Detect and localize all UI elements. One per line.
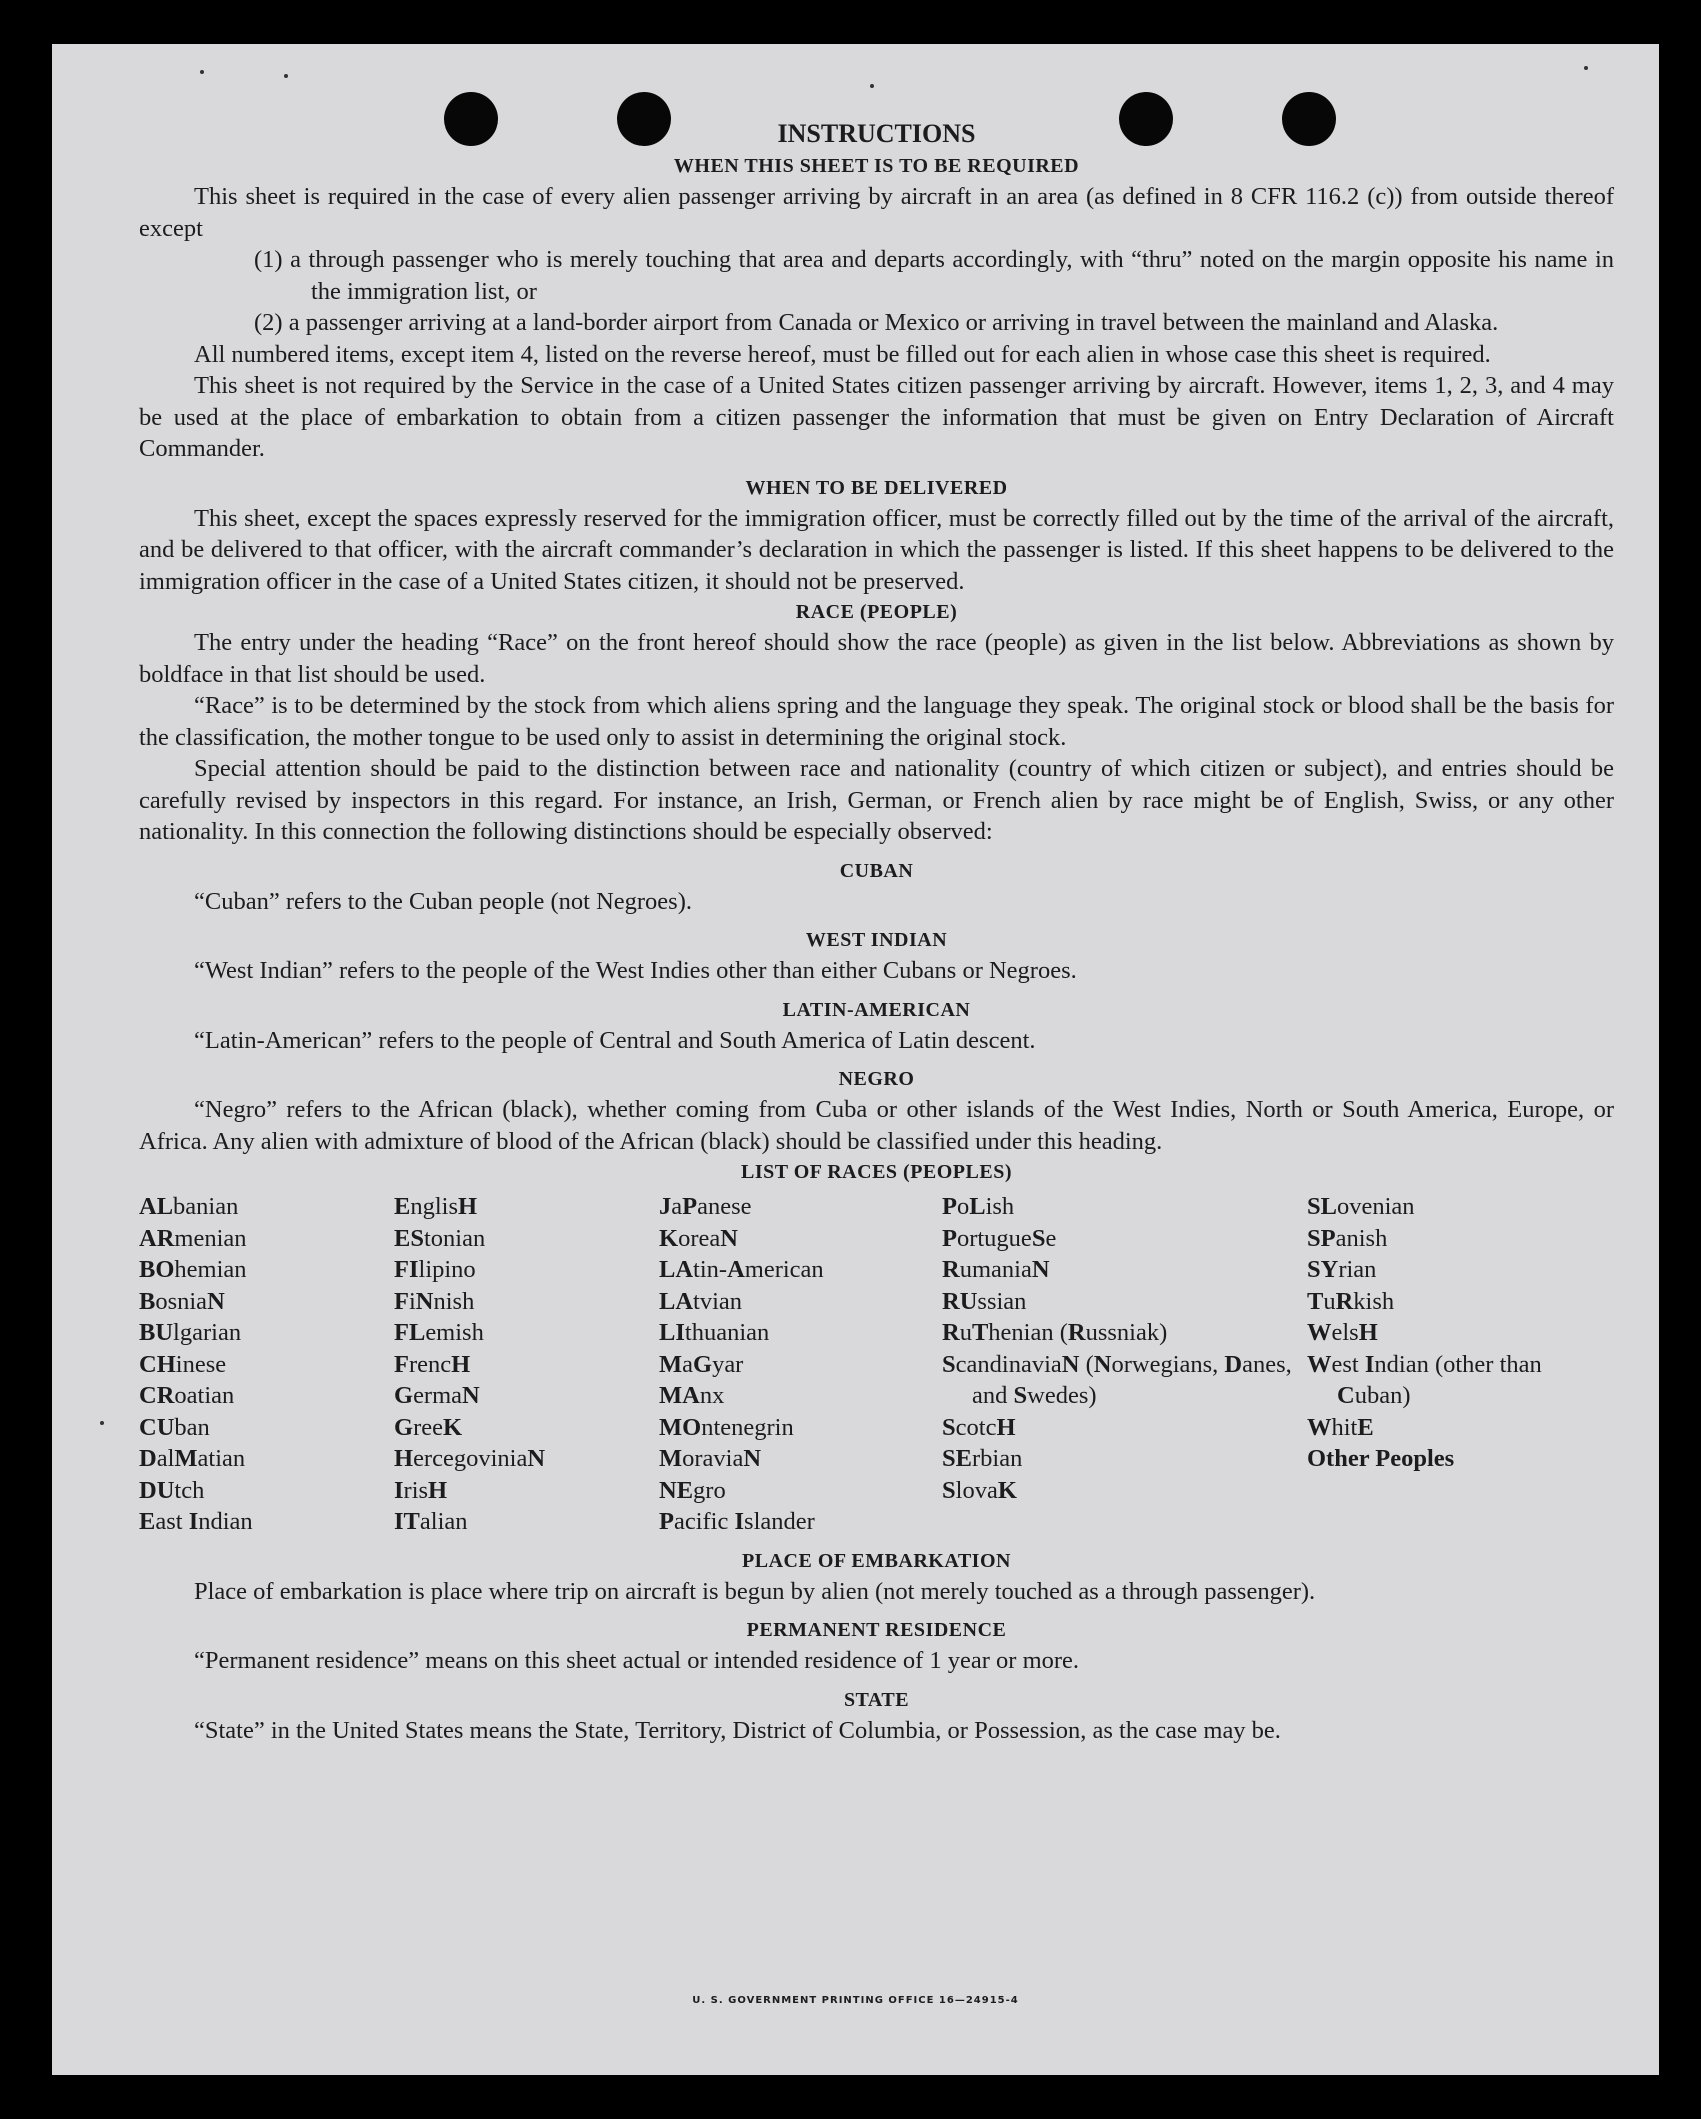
paragraph: “Race” is to be determined by the stock from which aliens spring and the language they speak. The original stock or blood shall be the basis for the classification, the mother tongue to be used only to assist in determining the original stock. bbox=[139, 692, 1614, 751]
races-column-3 bbox=[659, 1191, 942, 1538]
race-item: FrencH bbox=[394, 1350, 471, 1378]
race-item: SPanish bbox=[1307, 1224, 1388, 1252]
race-item: PortugueSe bbox=[942, 1224, 1057, 1252]
speck bbox=[200, 70, 204, 74]
race-item: MOntenegrin bbox=[659, 1413, 794, 1441]
list-item: (1) a through passenger who is merely touching that area and departs accordingly, with “thru” noted on the margin opposite his name in the immigration list, or bbox=[254, 246, 1614, 305]
speck bbox=[284, 74, 288, 78]
race-item: TuRkish bbox=[1307, 1287, 1395, 1315]
heading-when-delivered: WHEN TO BE DELIVERED bbox=[745, 476, 1008, 499]
race-item: Pacific Islander bbox=[659, 1508, 815, 1535]
race-item: WelsH bbox=[1307, 1319, 1378, 1346]
races-column-1 bbox=[139, 1191, 394, 1538]
instructions-content bbox=[139, 117, 1614, 1746]
race-item: DUtch bbox=[139, 1476, 205, 1504]
document-page bbox=[52, 44, 1659, 2075]
races-column-5 bbox=[1307, 1191, 1614, 1538]
race-item: BOhemian bbox=[139, 1256, 247, 1283]
race-item: RuThenian (Russniak) bbox=[942, 1319, 1168, 1346]
race-item: ARmenian bbox=[139, 1224, 247, 1252]
paragraph: “Latin-American” refers to the people of Central and South America of Latin descent. bbox=[194, 1026, 1036, 1054]
heading-latin-american: LATIN-AMERICAN bbox=[782, 998, 971, 1021]
speck bbox=[870, 84, 874, 88]
paragraph: “Permanent residence” means on this sheet actual or intended residence of 1 year or more. bbox=[194, 1647, 1080, 1674]
race-item: ScotcH bbox=[942, 1413, 1016, 1441]
race-item: GermaN bbox=[394, 1382, 480, 1409]
race-item: KoreaN bbox=[659, 1224, 738, 1252]
speck bbox=[1584, 66, 1588, 70]
printer-imprint: U. S. GOVERNMENT PRINTING OFFICE 16—24915-4 bbox=[692, 1995, 1019, 2006]
race-item: FIlipino bbox=[394, 1256, 476, 1283]
paragraph: This sheet is not required by the Service in the case of a United States citizen passenger arriving by aircraft. However, items 1, 2, 3, and 4 may be used at the place of embarkation to obtain from a citizen passenger the information that must be given on Entry Declaration of Aircraft Commander. bbox=[139, 372, 1614, 462]
race-item: West Indian (other than Cuban) bbox=[1307, 1350, 1542, 1409]
race-item: MoraviaN bbox=[659, 1445, 762, 1472]
race-item: LAtvian bbox=[659, 1287, 743, 1315]
race-item: SErbian bbox=[942, 1445, 1023, 1472]
list-item: (2) a passenger arriving at a land-border airport from Canada or Mexico or arriving in travel between the mainland and Alaska. bbox=[254, 309, 1499, 336]
race-item: HercegoviniaN bbox=[394, 1445, 546, 1472]
heading-cuban: CUBAN bbox=[839, 859, 914, 882]
race-item: DalMatian bbox=[139, 1445, 246, 1472]
heading-west-indian: WEST INDIAN bbox=[805, 929, 948, 951]
heading-race: RACE (PEOPLE) bbox=[795, 601, 958, 623]
race-item: CUban bbox=[139, 1413, 210, 1441]
races-column-4 bbox=[942, 1191, 1307, 1538]
page-title: INSTRUCTIONS bbox=[777, 119, 976, 148]
paragraph: The entry under the heading “Race” on the front hereof should show the race (people) as given in the list below. Abbreviations as shown by boldface in that list should be used. bbox=[139, 629, 1614, 688]
paragraph: All numbered items, except item 4, listed on the reverse hereof, must be filled out for each alien in whose case this sheet is required. bbox=[194, 340, 1491, 368]
race-item: Other Peoples bbox=[1307, 1445, 1455, 1472]
heading-state: STATE bbox=[843, 1688, 910, 1711]
paragraph: “Cuban” refers to the Cuban people (not Negroes). bbox=[194, 887, 692, 915]
paragraph: This sheet is required in the case of every alien passenger arriving by aircraft in an area (as defined in 8 CFR 116.2 (c)) from outside thereof except bbox=[139, 183, 1614, 242]
heading-place-of-embarkation: PLACE OF EMBARKATION bbox=[742, 1549, 1011, 1572]
paragraph: “State” in the United States means the State, Territory, District of Columbia, or Possession, as the case may be. bbox=[194, 1716, 1281, 1744]
race-item: WhitE bbox=[1307, 1413, 1374, 1441]
heading-when-required: WHEN THIS SHEET IS TO BE REQUIRED bbox=[673, 155, 1080, 177]
speck bbox=[100, 1421, 104, 1425]
race-item: RumaniaN bbox=[942, 1256, 1050, 1283]
heading-negro: NEGRO bbox=[838, 1068, 915, 1090]
race-item: GreeK bbox=[394, 1413, 463, 1441]
paragraph: Special attention should be paid to the distinction between race and nationality (country of which citizen or subject), and entries should be carefully revised by inspectors in this regard. For instance, an Irish, German, or French alien by race might be of English, Swiss, or any other nationality. In this connection the following distinctions should be especially observed: bbox=[139, 755, 1614, 845]
race-item: LAtin-American bbox=[659, 1256, 824, 1283]
race-item: PoLish bbox=[942, 1193, 1015, 1220]
race-item: EStonian bbox=[394, 1224, 486, 1252]
race-item: East Indian bbox=[139, 1508, 253, 1535]
race-item: NEgro bbox=[659, 1476, 726, 1504]
race-item: FiNnish bbox=[394, 1287, 475, 1315]
race-item: ALbanian bbox=[139, 1193, 239, 1220]
race-item: IrisH bbox=[394, 1476, 448, 1504]
paragraph: “West Indian” refers to the people of the West Indies other than either Cubans or Negroes. bbox=[194, 957, 1077, 984]
race-item: JaPanese bbox=[659, 1193, 752, 1220]
heading-permanent-residence: PERMANENT RESIDENCE bbox=[746, 1619, 1007, 1641]
races-column-2 bbox=[394, 1191, 659, 1538]
paragraph: Place of embarkation is place where trip on aircraft is begun by alien (not merely touched as a through passenger). bbox=[194, 1577, 1316, 1605]
paragraph: This sheet, except the spaces expressly reserved for the immigration officer, must be correctly filled out by the time of the arrival of the aircraft, and be delivered to that officer, with the aircraft commander’s declaration in which the passenger is listed. If this sheet happens to be delivered to the immigration officer in the case of a United States citizen, it should not be preserved. bbox=[139, 504, 1614, 595]
race-item: RUssian bbox=[942, 1287, 1027, 1315]
race-item: CRoatian bbox=[139, 1382, 235, 1409]
race-item: SlovaK bbox=[942, 1476, 1017, 1504]
race-item: MAnx bbox=[659, 1382, 725, 1409]
race-item: LIthuanian bbox=[659, 1319, 770, 1346]
heading-list-of-races: LIST OF RACES (PEOPLES) bbox=[740, 1161, 1012, 1183]
race-item: ScandinaviaN (Norwegians, Danes, and Swedes) bbox=[942, 1350, 1292, 1409]
race-item: EnglisH bbox=[394, 1193, 478, 1220]
race-item: CHinese bbox=[139, 1350, 227, 1378]
race-item: BosniaN bbox=[139, 1287, 225, 1315]
race-item: MaGyar bbox=[659, 1350, 744, 1378]
race-item: SYrian bbox=[1307, 1256, 1377, 1283]
paragraph: “Negro” refers to the African (black), whether coming from Cuba or other islands of the West Indies, North or South America, Europe, or Africa. Any alien with admixture of blood of the African (black) should be classified under this heading. bbox=[139, 1096, 1614, 1155]
races-list bbox=[139, 1191, 1614, 1538]
race-item: ITalian bbox=[394, 1508, 468, 1535]
race-item: BUlgarian bbox=[139, 1319, 242, 1346]
race-item: SLovenian bbox=[1307, 1193, 1415, 1220]
race-item: FLemish bbox=[394, 1319, 484, 1346]
